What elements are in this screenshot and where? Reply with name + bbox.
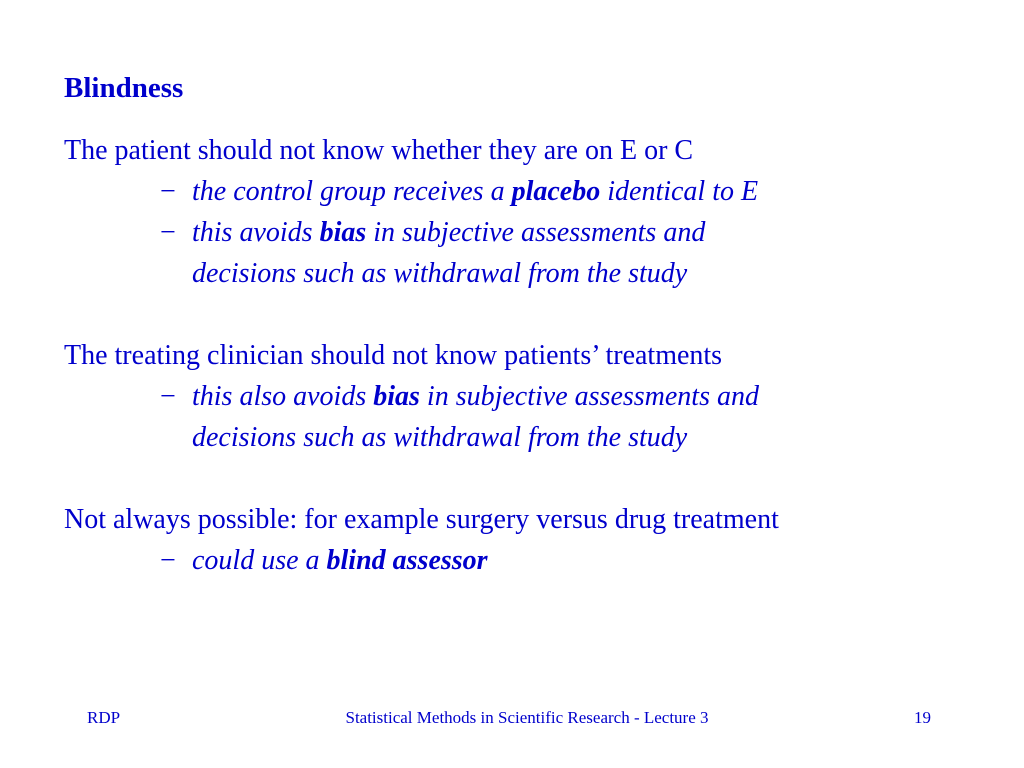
bullet-text: in subjective assessments and (419, 381, 759, 412)
keyword-placebo: placebo (511, 176, 601, 207)
section1-heading: The patient should not know whether they are on E or C (64, 135, 694, 166)
bullet-text: the control group receives a (192, 176, 512, 207)
section1-bullet1 (160, 175, 758, 209)
section1-bullet2-continuation: decisions such as withdrawal from the study (192, 258, 688, 289)
bullet-text: this avoids (192, 217, 320, 248)
dash-icon: − (160, 176, 176, 207)
dash-icon: − (160, 381, 176, 412)
section2-bullet1-continuation: decisions such as withdrawal from the study (192, 422, 688, 453)
bullet-text: identical to E (600, 176, 759, 207)
keyword-bias: bias (373, 381, 420, 412)
slide-title: Blindness (64, 72, 184, 104)
page-number: 19 (914, 708, 931, 727)
footer-course-title: Statistical Methods in Scientific Research - Lecture 3 (345, 708, 709, 727)
footer-author: RDP (87, 708, 121, 727)
section1-bullet2 (160, 216, 705, 250)
dash-icon: − (160, 217, 176, 248)
bullet-text: this also avoids (192, 381, 374, 412)
section3-heading: Not always possible: for example surgery versus drug treatment (64, 504, 779, 535)
bullet-text: in subjective assessments and (366, 217, 706, 248)
keyword-blind-assessor: blind assessor (326, 545, 488, 576)
section2-heading: The treating clinician should not know patients’ treatments (64, 340, 723, 371)
section3-bullet1 (160, 544, 488, 578)
bullet-text: could use a (192, 545, 327, 576)
keyword-bias: bias (319, 217, 367, 248)
section2-bullet1 (160, 380, 759, 414)
dash-icon: − (160, 545, 176, 576)
